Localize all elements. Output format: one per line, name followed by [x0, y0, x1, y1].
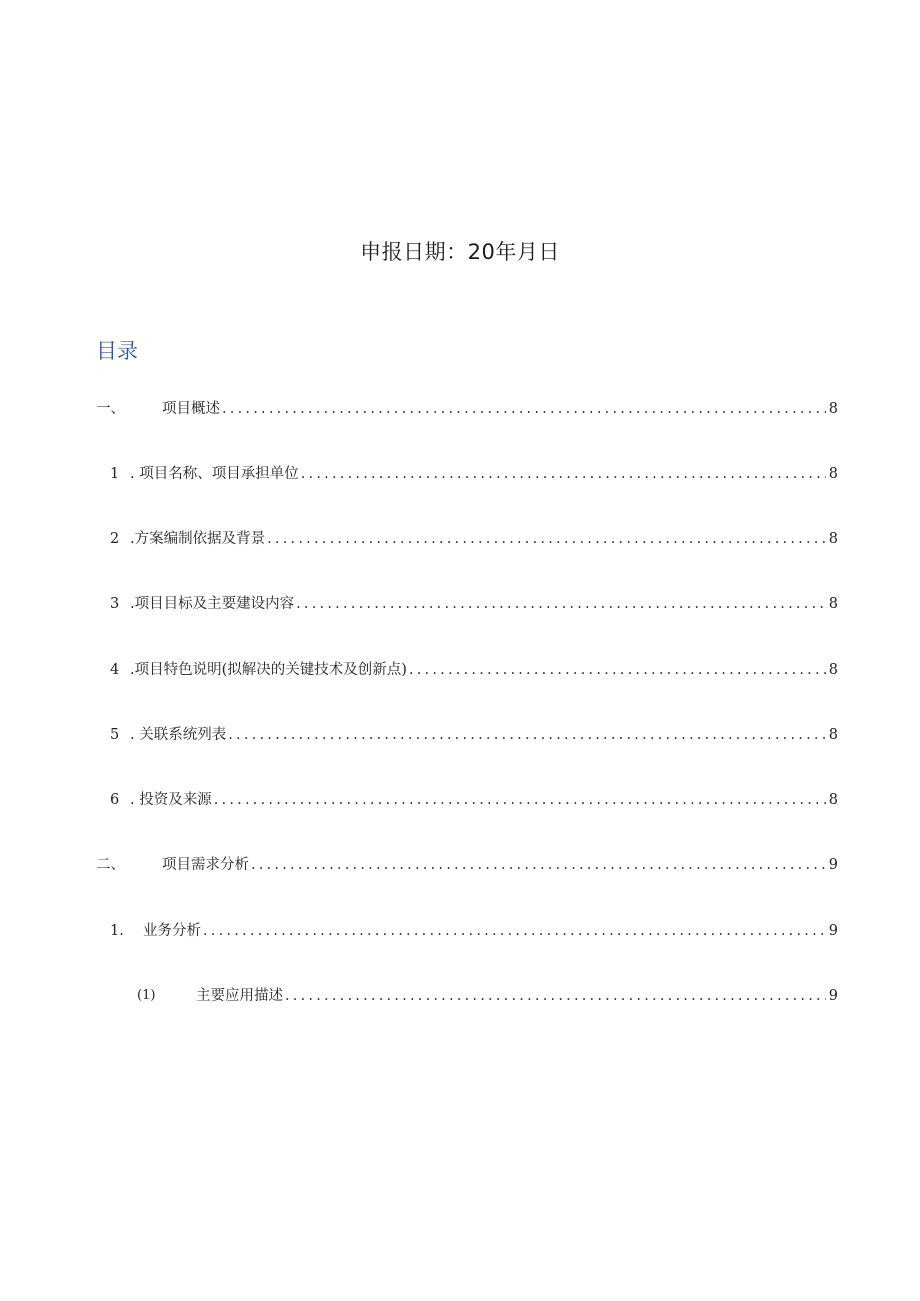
toc-entry-5[interactable] [0, 658, 920, 682]
toc-entry-title: 业务分析 [143, 923, 201, 939]
toc-entry-title: .项目目标及主要建设内容 [130, 596, 295, 612]
toc-entry-number: 二、 [96, 857, 125, 873]
toc-entry-page: 8 [828, 531, 838, 547]
toc-entry-title: 项目概述 [162, 401, 220, 417]
toc-dot-leader [285, 984, 826, 1008]
toc-dot-leader [228, 723, 826, 747]
toc-entry-3[interactable] [0, 527, 920, 551]
toc-entry-page: 8 [828, 466, 838, 482]
toc-entry-number: (1) [137, 988, 156, 1003]
toc-dot-leader [296, 592, 826, 616]
toc-entry-page: 8 [828, 596, 838, 612]
toc-entry-title: .方案编制依据及背景 [130, 531, 266, 547]
toc-entry-number: 1 [110, 466, 120, 482]
toc-entry-number: 一、 [96, 401, 125, 417]
toc-dot-leader [301, 462, 826, 486]
toc-entry-title: . 关联系统列表 [130, 727, 227, 743]
toc-entry-title: 主要应用描述 [196, 988, 283, 1004]
toc-dot-leader [203, 919, 826, 943]
toc-entry-title: .项目特色说明(拟解决的关键技术及创新点) [130, 662, 407, 678]
toc-entry-10[interactable] [0, 984, 920, 1008]
toc-entry-title: 项目需求分析 [162, 857, 249, 873]
toc-entry-number: 4 [110, 662, 120, 678]
toc-entry-9[interactable] [0, 919, 920, 943]
toc-entry-page: 8 [828, 792, 838, 808]
toc-entry-number: 1. [110, 923, 124, 939]
toc-dot-leader [222, 397, 826, 421]
toc-entry-page: 9 [828, 988, 838, 1004]
toc-dot-leader [251, 853, 826, 877]
toc-entry-number: 6 [110, 792, 120, 808]
toc-entry-number: 3 [110, 596, 120, 612]
toc-entry-4[interactable] [0, 592, 920, 616]
toc-entry-2[interactable] [0, 462, 920, 486]
toc-entry-page: 9 [828, 923, 838, 939]
toc-entry-8[interactable] [0, 853, 920, 877]
toc-entry-page: 8 [828, 727, 838, 743]
report-date: 申报日期：20年月日 [360, 240, 560, 264]
toc-entry-page: 9 [828, 857, 838, 873]
toc-entry-page: 8 [828, 401, 838, 417]
toc-entry-6[interactable] [0, 723, 920, 747]
toc-dot-leader [409, 658, 826, 682]
toc-entry-number: 2 [110, 531, 120, 547]
toc-heading: 目录 [96, 339, 138, 363]
toc-entry-title: . 投资及来源 [130, 792, 212, 808]
toc-dot-leader [267, 527, 826, 551]
toc-entry-number: 5 [110, 727, 120, 743]
toc-entry-title: . 项目名称、项目承担单位 [130, 466, 299, 482]
toc-dot-leader [214, 788, 826, 812]
toc-entry-page: 8 [828, 662, 838, 678]
toc-entry-1[interactable] [0, 397, 920, 421]
toc-entry-7[interactable] [0, 788, 920, 812]
